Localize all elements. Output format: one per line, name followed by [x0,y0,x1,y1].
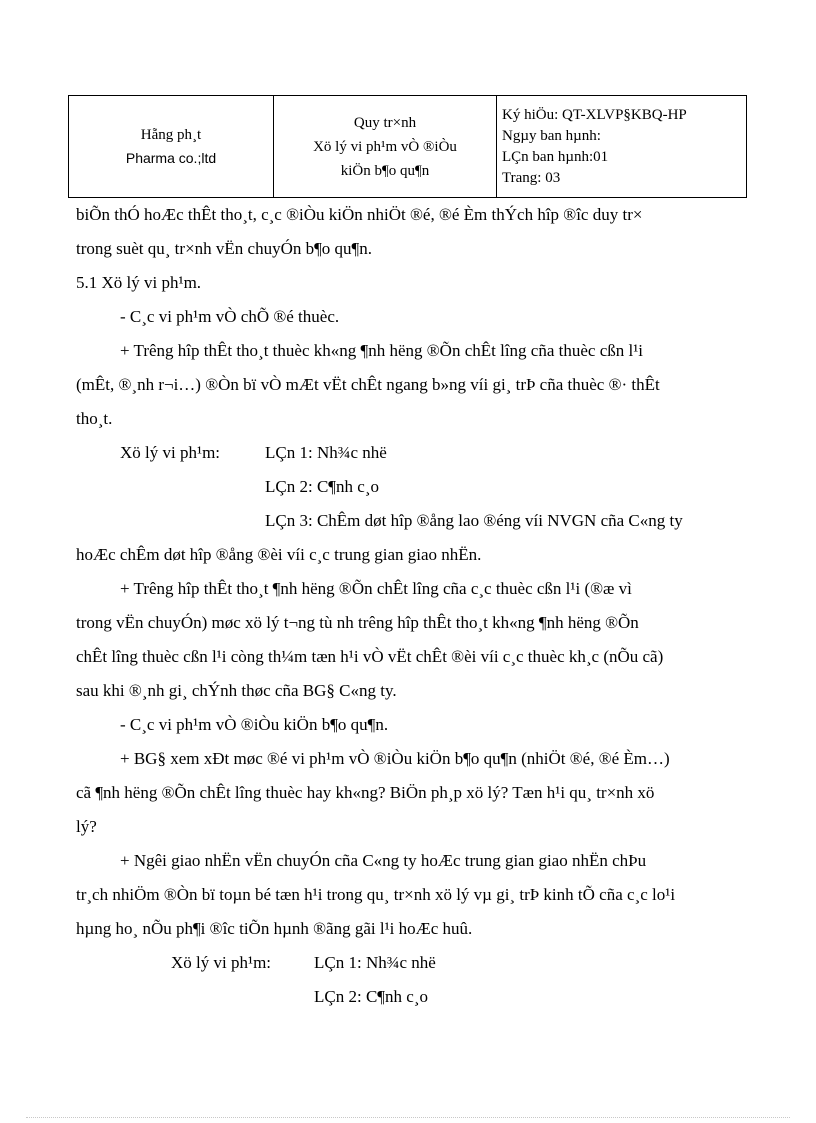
body-line-22: hµng ho¸ nÕu ph¶i ®îc tiÕn hµnh ®ãng gãi l¹i hoÆc huû. [76,919,473,938]
penalty-row-2 [171,952,816,974]
meta-issue-number: LÇn ban hµnh:01 [502,148,609,165]
document-meta-cell [497,96,747,198]
penalty-label-2: Xö lý vi ph¹m: [171,953,272,972]
body-line-2: trong suèt qu¸ tr×nh vËn chuyÓn b¶o qu¶n. [76,239,373,258]
body-line-19: lý? [76,817,97,836]
penalty-level-1: LÇn 1: Nh¾c nhë [265,443,387,462]
penalty-label: Xö lý vi ph¹m: [120,443,221,462]
body-line-13: trong vËn chuyÓn) møc xö lý t¬ng tù nh trêng hîp thÊt tho¸t kh«ng ¶nh hëng ®Õn [76,613,639,632]
penalty-level-2: LÇn 2: C¶nh c¸o [265,477,379,496]
company-name-en: Pharma co.;ltd [125,149,217,166]
subsection-storage-violations: - C¸c vi ph¹m vÒ ®iÒu kiÖn b¶o qu¶n. [120,715,389,734]
title-line-3: kiÖn b¶o qu¶n [340,162,430,179]
document-title-cell [274,96,497,198]
body-line-15: sau khi ®¸nh gi¸ chÝnh thøc cña BG§ C«ng ty. [76,681,397,700]
subsection-drug-regime-violations: - C¸c vi ph¹m vÒ chÕ ®é thuèc. [120,307,340,326]
body-line-14: chÊt lîng thuèc cßn l¹i còng th¼m tæn h¹i vÒ vËt chÊt ®èi víi c¸c thuèc kh¸c (nÕu cã) [76,647,664,666]
body-line-17: + BG§ xem xÐt møc ®é vi ph¹m vÒ ®iÒu kiÖn b¶o qu¶n (nhiÖt ®é, ®é Èm…) [120,749,670,768]
meta-issue-date: Ngµy ban hµnh: [502,127,601,144]
body-line-6: (mÊt, ®¸nh r¬i…) ®Òn bï vÒ mÆt vËt chÊt ngang b»ng víi gi¸ trÞ cña thuèc ®· thÊt [76,375,660,394]
body-line-11: hoÆc chÊm døt hîp ®ång ®èi víi c¸c trung gian giao nhËn. [76,545,482,564]
meta-page: Trang: 03 [502,169,561,186]
company-cell [69,96,274,198]
body-line-18: cã ¶nh hëng ®Õn chÊt lîng thuèc hay kh«ng? BiÖn ph¸p xö lý? Tæn h¹i qu¸ tr×nh xö [76,783,655,802]
body-line-1: biÕn thÓ hoÆc thÊt tho¸t, c¸c ®iÒu kiÖn nhiÖt ®é, ®é Èm thÝch hîp ®îc duy tr× [76,205,643,224]
penalty-level-2-b: LÇn 2: C¶nh c¸o [314,987,428,1006]
penalty-row-1 [120,442,784,464]
penalty-level-1-b: LÇn 1: Nh¾c nhë [314,953,436,972]
section-heading-5-1: 5.1 Xö lý vi ph¹m. [76,273,202,292]
company-name: Hẵng ph¸t [140,126,202,143]
body-line-5: + Trêng hîp thÊt tho¸t thuèc kh«ng ¶nh hëng ®Õn chÊt lîng cña thuèc cßn l¹i [120,341,644,360]
page-bottom-rule [26,1117,790,1118]
document-header-table [68,95,747,198]
meta-code: Ký hiÖu: QT-XLVP§KBQ-HP [502,106,687,123]
title-line-2: Xö lý vi ph¹m vÒ ®iÒu [313,138,457,155]
title-line-1: Quy tr×nh [353,114,417,131]
body-line-20: + Ngêi giao nhËn vËn chuyÓn cña C«ng ty hoÆc trung gian giao nhËn chÞu [120,851,647,870]
body-line-21: tr¸ch nhiÖm ®Òn bï toµn bé tæn h¹i trong qu¸ tr×nh xö lý vµ gi¸ trÞ kinh tÕ cña c¸c lo¹i [76,885,676,904]
body-line-12: + Trêng hîp thÊt tho¸t ¶nh hëng ®Õn chÊt lîng cña c¸c thuèc cßn l¹i (®æ vì [120,579,632,598]
penalty-level-3: LÇn 3: ChÊm døt hîp ®ång lao ®éng víi NVGN cña C«ng ty [265,511,683,530]
body-line-7: tho¸t. [76,409,113,428]
